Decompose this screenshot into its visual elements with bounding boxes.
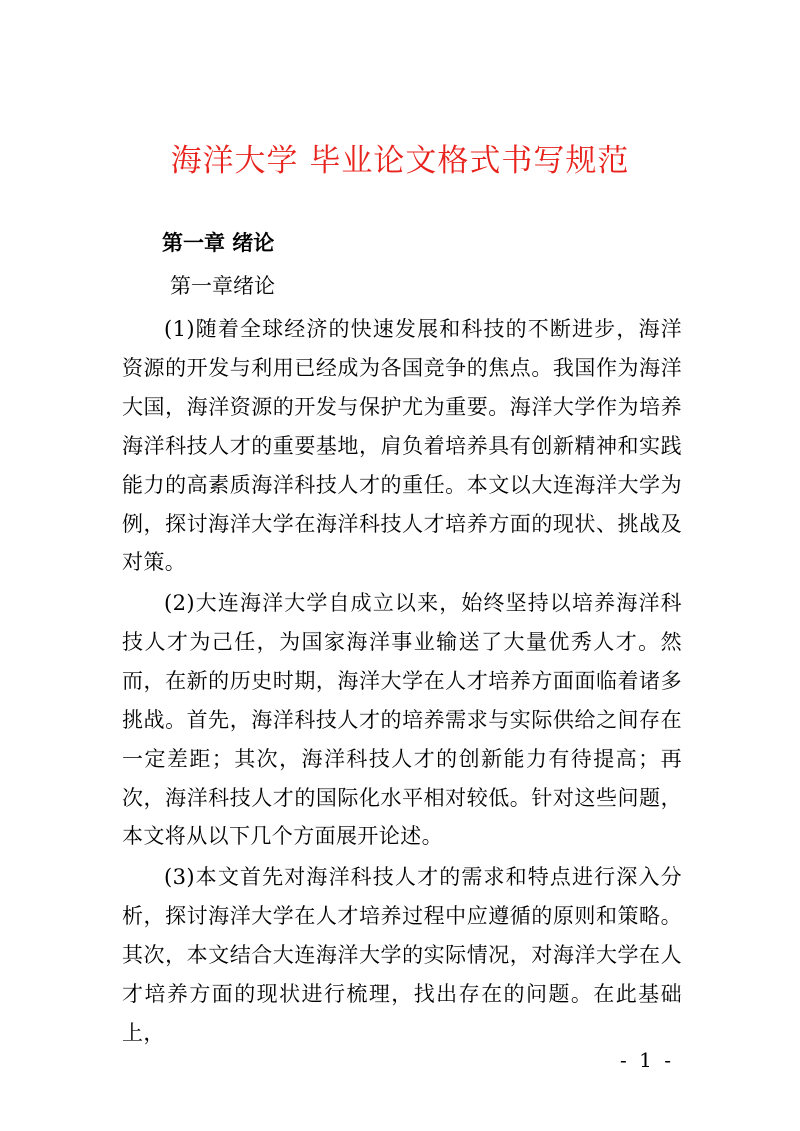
chapter-heading: 第一章 绪论 — [162, 231, 275, 255]
body-paragraph-1: (1)随着全球经济的快速发展和科技的不断进步，海洋资源的开发与利用已经成为各国竞争的焦点。我国作为海洋大国，海洋资源的开发与保护尤为重要。海洋大学作为培养海洋科技人才的重要基地，肩负着培养具有创新精神和实践能力的高素质海洋科技人才的重任。本文以大连海洋大学为例，探讨海洋大学在海洋科技人才培养方面的现状、挑战及对策。 — [122, 317, 682, 575]
document-title: 海洋大学 毕业论文格式书写规范 — [170, 143, 630, 179]
page-number: - 1 - — [620, 1048, 674, 1072]
body-paragraph-3: (3)本文首先对海洋科技人才的需求和特点进行深入分析，探讨海洋大学在人才培养过程中应遵循的原则和策略。其次，本文结合大连海洋大学的实际情况，对海洋大学在人才培养方面的现状进行梳理，找出存在的问题。在此基础上， — [122, 865, 682, 1045]
body-paragraph-2: (2)大连海洋大学自成立以来，始终坚持以培养海洋科技人才为己任，为国家海洋事业输送了大量优秀人才。然而，在新的历史时期，海洋大学在人才培养方面面临着诸多挑战。首先，海洋科技人才的培养需求与实际供给之间存在一定差距；其次，海洋科技人才的创新能力有待提高；再次，海洋科技人才的国际化水平相对较低。针对这些问题，本文将从以下几个方面展开论述。 — [122, 591, 682, 849]
chapter-subheading: 第一章绪论 — [170, 274, 275, 298]
